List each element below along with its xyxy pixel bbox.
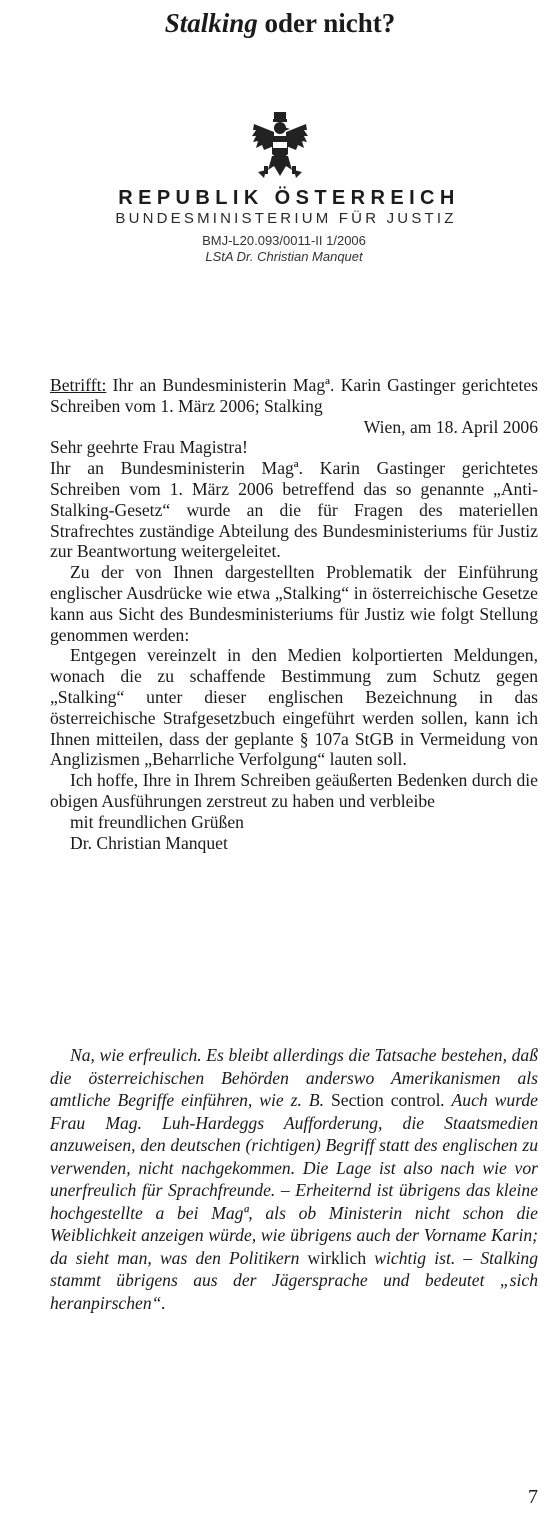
page-number: 7 bbox=[528, 1486, 538, 1508]
letterhead bbox=[0, 186, 560, 265]
letterhead-signatory: LStA Dr. Christian Manquet bbox=[205, 249, 363, 264]
austrian-eagle-emblem bbox=[0, 110, 560, 189]
letter-paragraph: Ihr an Bundesministerin Magª. Karin Gastinger gerichtetes Schreiben vom 1. März 2006 betreffend das so genannte „Anti-Stalking-Gesetz“ wurde an die für Fragen des materiellen Strafrechtes zuständige Abteilung des Bundesministeriums für Justiz zur Beantwortung weitergeleitet. bbox=[50, 458, 538, 562]
letter-salutation: Sehr geehrte Frau Magistra! bbox=[50, 437, 248, 458]
commentary-part: wichtig ist. – Stalking stammt übrigens aus der Jägersprache und bedeutet „sich heranpirschen“. bbox=[50, 1247, 538, 1313]
subject-text: Ihr an Bundesministerin Magª. Karin Gastinger gerichtetes Schreiben vom 1. März 2006; Stalking bbox=[50, 375, 538, 416]
letter-closing: mit freundlichen Grüßen bbox=[70, 811, 244, 832]
letter-subject bbox=[50, 375, 538, 417]
editorial-commentary bbox=[50, 1044, 538, 1314]
letterhead-reference: BMJ-L20.093/0011-II 1/2006 bbox=[202, 233, 366, 248]
letterhead-country: REPUBLIK ÖSTERREICH bbox=[118, 187, 460, 209]
letter-body bbox=[50, 375, 538, 853]
eagle-icon bbox=[250, 110, 310, 184]
subject-label: Betrifft: bbox=[50, 375, 107, 395]
letterhead-ministry: BUNDESMINISTERIUM FÜR JUSTIZ bbox=[115, 210, 457, 227]
letter-date: Wien, am 18. April 2006 bbox=[363, 416, 538, 437]
commentary-part: . Auch wurde Frau Mag. Luh-Hardeggs Aufforderung, die Staatsmedien anzuweisen, den deutschen (richtigen) Begriff statt des englischen zu verwenden, nicht nachgekommen. Die Lage ist also nach wie vor unerfreulich für Sprachfreunde. – Erheiternd ist übrigens das kleine hochgestellte a bei Magª, als ob Ministerin nicht schon die Weiblichkeit anzeigen würde, wie übrigens auch der Vorname Karin; da sieht man, was den Politikern bbox=[50, 1090, 538, 1268]
title-italic-word: Stalking bbox=[164, 8, 258, 38]
letter-paragraph: Ich hoffe, Ihre in Ihrem Schreiben geäußerten Bedenken durch die obigen Ausführungen zerstreut zu haben und verbleibe bbox=[50, 770, 538, 811]
article-title bbox=[0, 8, 560, 39]
commentary-part: Na, wie erfreulich. Es bleibt allerdings die Tatsache bestehen, daß die österreichischen Behörden anderswo Amerikanismen als amtliche Begriffe einführen, wie z. B. bbox=[50, 1045, 538, 1110]
letter-paragraph: Entgegen vereinzelt in den Medien kolportierten Meldungen, wonach die zu schaffende Bestimmung zum Schutz gegen „Stalking“ unter dieser englischen Bezeichnung in das österreichische Strafgesetzbuch eingeführt werden sollen, kann ich Ihnen mitteilen, dass der geplante § 107a StGB in Vermeidung von Anglizismen „Beharrliche Verfolgung“ lauten soll. bbox=[50, 645, 538, 770]
commentary-upright: Section control bbox=[330, 1090, 441, 1110]
letter-paragraph: Zu der von Ihnen dargestellten Problematik der Einführung englischer Ausdrücke wie etwa „Stalking“ in österreichische Gesetze kann aus Sicht des Bundesministeriums für Justiz wie folgt Stellung genommen werden: bbox=[50, 562, 538, 645]
title-rest: oder nicht? bbox=[257, 8, 396, 38]
letter-signature: Dr. Christian Manquet bbox=[70, 832, 228, 853]
commentary-upright: wirklich bbox=[307, 1247, 367, 1268]
